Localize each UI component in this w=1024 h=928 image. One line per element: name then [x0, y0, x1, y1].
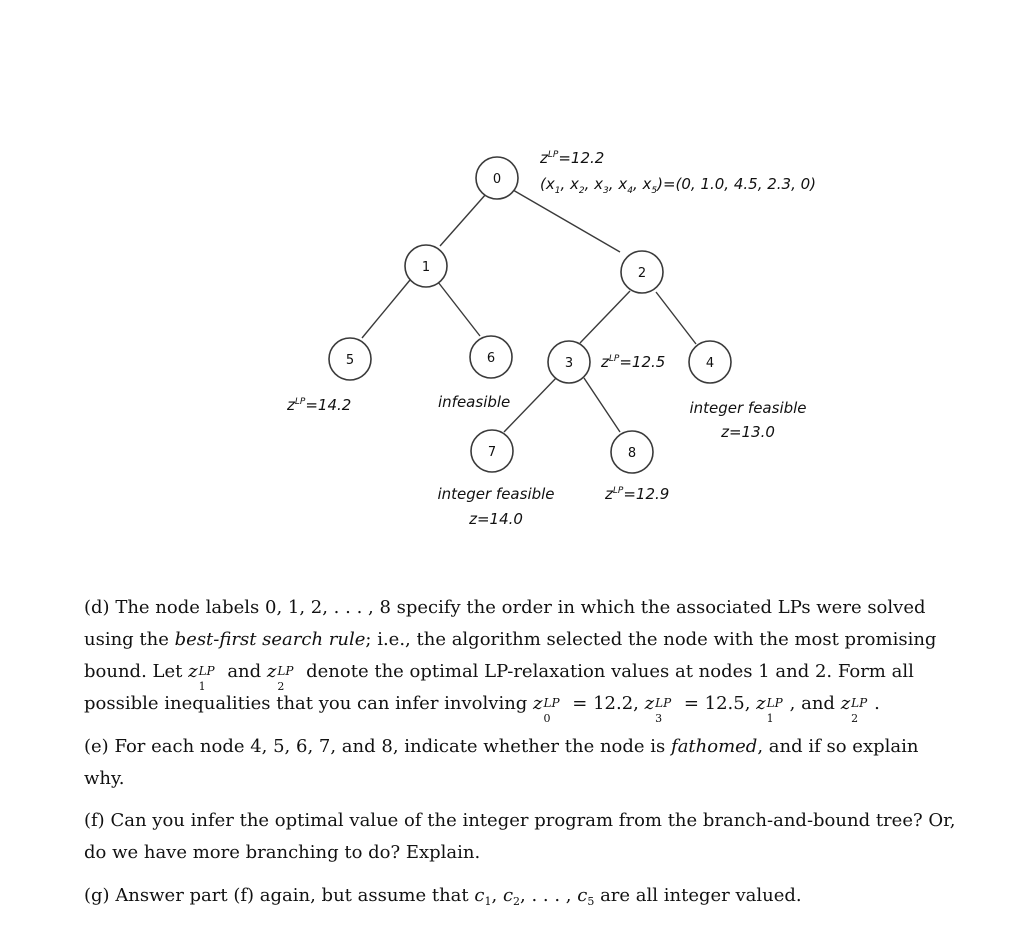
tree-node-2 [621, 251, 663, 293]
tree-node-8 [611, 431, 653, 473]
root-z-annotation: $z^{LP}=12.2$ [540, 149, 605, 167]
tree-node-0 [476, 157, 518, 199]
tree-node-4 [689, 341, 731, 383]
edge-1-6 [438, 282, 480, 336]
question-e: (e) For each node 4, 5, 6, 7, and 8, indicate whether the node is fathomed, and if so explain why. [84, 736, 919, 789]
node-label: 8 [627, 446, 637, 461]
node-label: 7 [487, 445, 497, 460]
node4-z: z=13.0 [721, 423, 775, 441]
node6-status: infeasible [438, 393, 511, 411]
node-label: 5 [345, 353, 355, 368]
node8-z-annotation: $z^{LP}=12.9$ [605, 485, 670, 503]
edge-3-7 [504, 376, 558, 432]
node-label: 6 [486, 351, 496, 366]
edge-1-5 [362, 280, 410, 338]
node7-z: z=14.0 [469, 510, 523, 528]
node-label: 2 [637, 266, 647, 281]
tree-node-6 [470, 336, 512, 378]
node-label: 3 [564, 356, 574, 371]
edge-3-8 [584, 378, 620, 432]
node-label: 0 [492, 172, 502, 187]
edge-0-1 [440, 194, 486, 246]
tree-node-1 [405, 245, 447, 287]
edge-0-2 [513, 190, 620, 252]
edge-2-3 [580, 291, 630, 343]
node3-z-annotation: $z^{LP}=12.5$ [601, 353, 666, 371]
node5-z-annotation: $z^{LP}=14.2$ [287, 396, 352, 414]
tree-node-3 [548, 341, 590, 383]
question-g: (g) Answer part (f) again, but assume that $c_1$, $c_2$, . . . , $c_5$ are all integer valued. [84, 885, 802, 908]
node7-status: integer feasible [437, 485, 555, 503]
node-label: 1 [421, 260, 431, 275]
tree-node-5 [329, 338, 371, 380]
question-d: (d) The node labels 0, 1, 2, . . . , 8 specify the order in which the associated LPs were solved using the best-first search rule; i.e., the algorithm selected the node with the most promising bound. Let z LP 1 and z LP 2 denote the optimal LP-relaxation values at nodes 1 and 2. Form all possible inequalities that you can infer involving z LP 0 = 12.2, z LP 3 = 12.5, z LP 1 , and z LP 2 . [84, 597, 937, 725]
node4-status: integer feasible [689, 399, 807, 417]
edge-2-4 [656, 292, 696, 344]
tree-node-7 [471, 430, 513, 472]
root-x-annotation: ($x_1$, $x_2$, $x_3$, $x_4$, $x_5)=(0$, 1.0, 4.5, 2.3, 0) [540, 175, 817, 196]
question-f: (f) Can you infer the optimal value of the integer program from the branch-and-bound tree? Or, do we have more branching to do? Explain. [84, 810, 956, 863]
node-label: 4 [705, 356, 715, 371]
